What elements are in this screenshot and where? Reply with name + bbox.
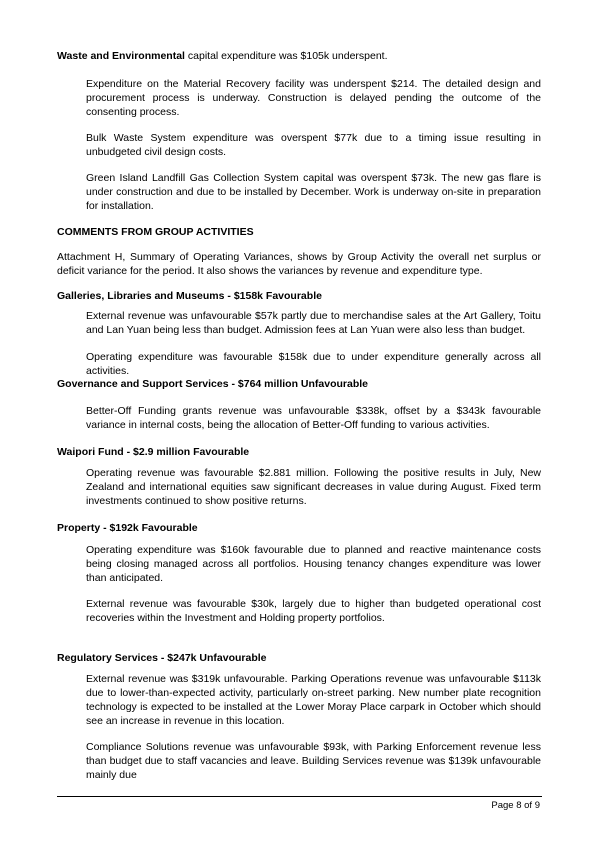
waste-intro-text: capital expenditure was $105k underspent.	[184, 50, 388, 62]
waipori-heading: Waipori Fund - $2.9 million Favourable	[57, 446, 250, 458]
governance-heading: Governance and Support Services - $764 million Unfavourable	[57, 378, 369, 390]
waste-paragraph-2: Bulk Waste System expenditure was overspent $77k due to a timing issue resulting in unbudgeted civil design costs.	[86, 132, 541, 158]
regulatory-paragraph-2: Compliance Solutions revenue was unfavourable $93k, with Parking Enforcement revenue less than budget due to staff vacancies and leave. Building Services revenue was $139k unfavourable mainly due	[86, 741, 541, 781]
footer-divider	[57, 796, 542, 797]
galleries-paragraph-1: External revenue was unfavourable $57k partly due to merchandise sales at the Art Gallery, Toitu and Lan Yuan being less than budget. Admission fees at Lan Yuan were also less than budget.	[86, 310, 541, 336]
governance-paragraph-1: Better-Off Funding grants revenue was unfavourable $338k, offset by a $343k favourable variance in internal costs, being the allocation of Better-Off funding to various activities.	[86, 405, 541, 431]
waste-intro	[57, 49, 541, 63]
group-activities-heading: COMMENTS FROM GROUP ACTIVITIES	[57, 226, 254, 238]
waste-paragraph-3: Green Island Landfill Gas Collection System capital was overspent $73k. The new gas flare is under construction and due to be installed by December. Work is underway on-site in preparation for installation.	[86, 172, 541, 212]
property-paragraph-2: External revenue was favourable $30k, largely due to higher than budgeted operational cost recoveries within the Investment and Holding property portfolios.	[86, 598, 541, 624]
property-paragraph-1: Operating expenditure was $160k favourable due to planned and reactive maintenance costs being closing managed across all portfolios. Housing tenancy changes expenditure was lower than anticipated.	[86, 544, 541, 584]
property-heading: Property - $192k Favourable	[57, 522, 198, 534]
regulatory-paragraph-1: External revenue was $319k unfavourable. Parking Operations revenue was unfavourable $113k due to lower-than-expected activity, particularly on-street parking. New number plate recognition technology is expected to be installed at the Lower Moray Place carpark in October which should see an increase in revenue in this location.	[86, 673, 541, 727]
waipori-paragraph-1: Operating revenue was favourable $2.881 million. Following the positive results in July, New Zealand and international equities saw significant decreases in value during August. Fixed term investments continued to show positive returns.	[86, 467, 541, 507]
galleries-heading: Galleries, Libraries and Museums - $158k Favourable	[57, 290, 322, 302]
waste-heading: Waste and Environmental	[57, 50, 185, 62]
page-number: Page 8 of 9	[491, 800, 540, 811]
regulatory-heading: Regulatory Services - $247k Unfavourable	[57, 652, 267, 664]
waste-paragraph-1: Expenditure on the Material Recovery facility was underspent $214. The detailed design and procurement process is underway. Construction is delayed pending the outcome of the consenting process.	[86, 78, 541, 118]
group-activities-intro: Attachment H, Summary of Operating Variances, shows by Group Activity the overall net surplus or deficit variance for the period. It also shows the variances by revenue and expenditure type.	[57, 251, 541, 277]
galleries-paragraph-2: Operating expenditure was favourable $158k due to under expenditure generally across all activities.	[86, 351, 541, 377]
